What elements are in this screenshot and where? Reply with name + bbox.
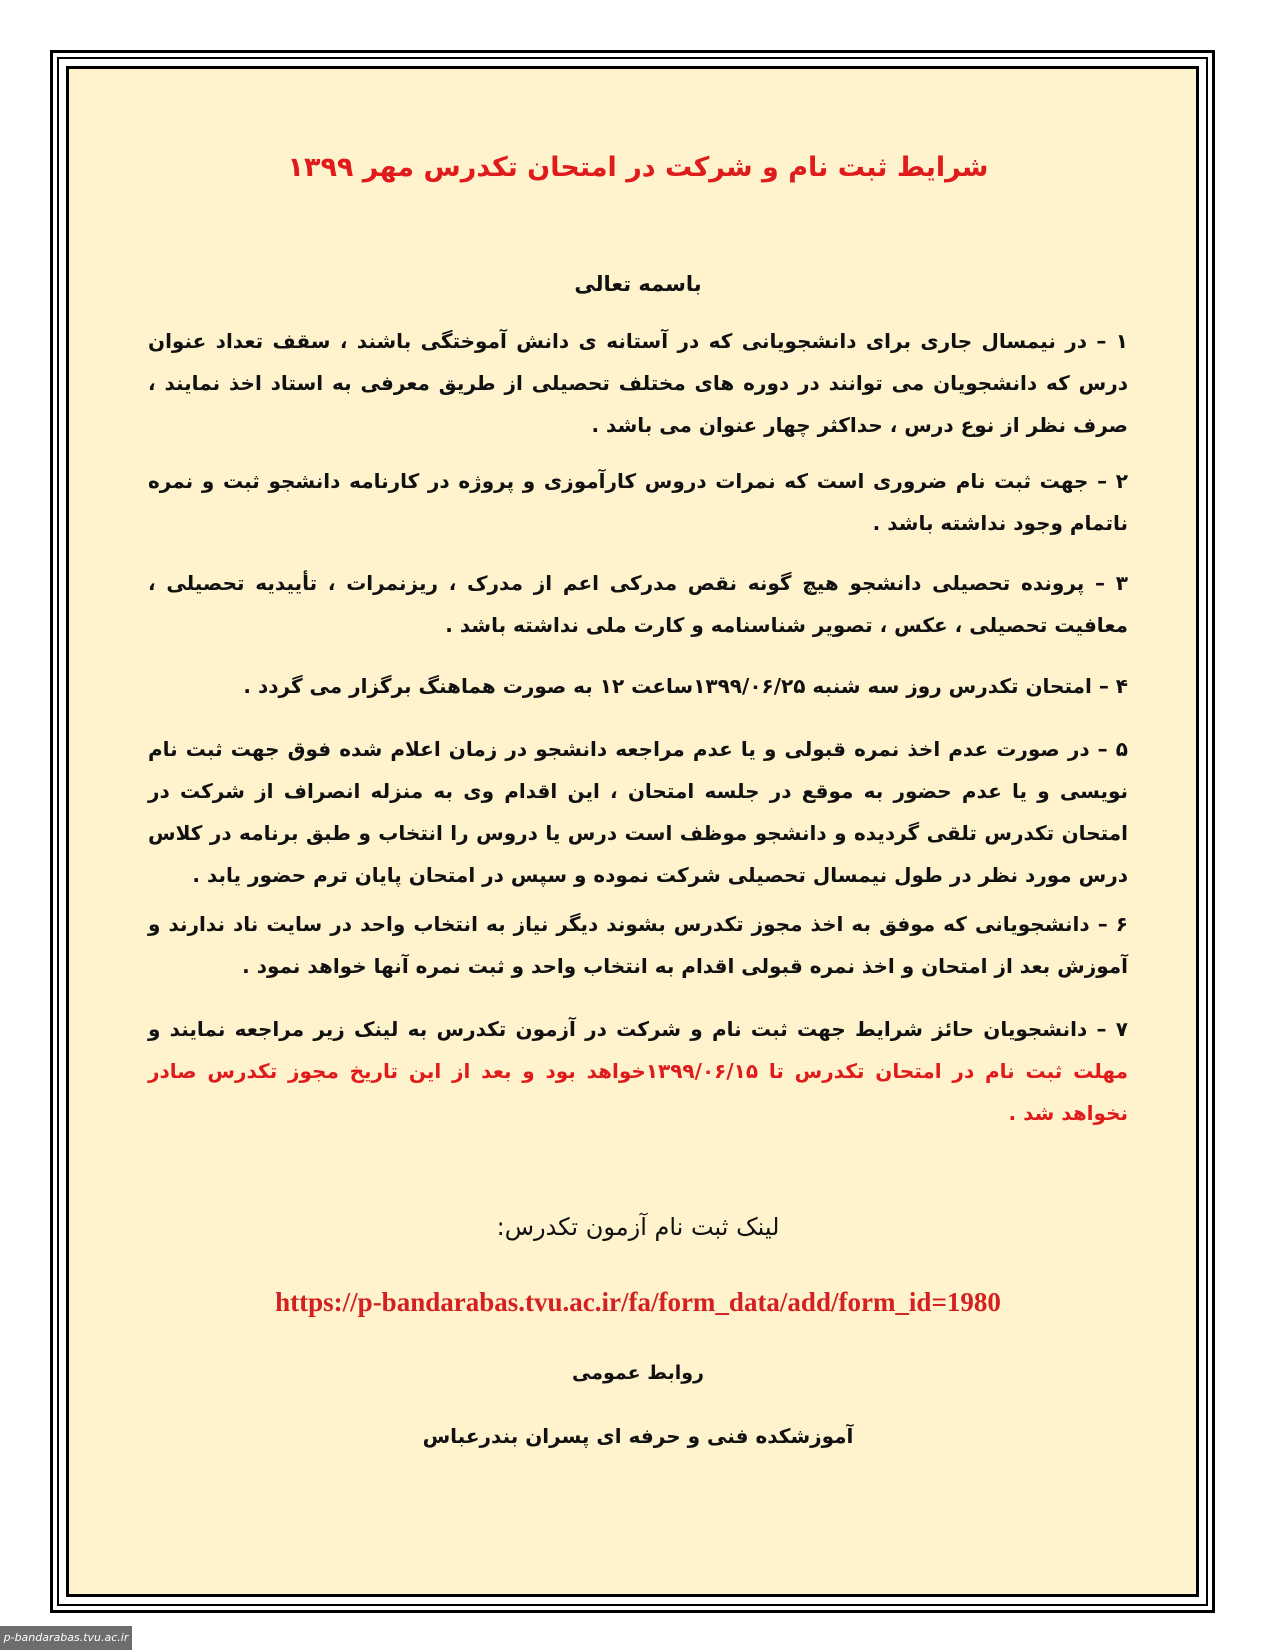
condition-item-7 [148,1008,1128,1134]
condition-item-3: ۳ – پرونده تحصیلی دانشجو هیچ گونه نقص مدرکی اعم از مدرک ، ریزنمرات ، تأییدیه تحصیلی ، معافیت تحصیلی ، عکس ، تصویر شناسنامه و کارت ملی نداشته باشد . [148,571,1128,637]
deadline-notice: مهلت ثبت نام در امتحان تکدرس تا ۱۳۹۹/۰۶/۱۵خواهد بود و بعد از این تاریخ مجوز تکدرس صادر نخواهد شد . [148,1059,1128,1125]
registration-link[interactable]: https://p-bandarabas.tvu.ac.ir/fa/form_data/add/form_id=1980 [275,1287,1001,1317]
condition-item-4: ۴ – امتحان تکدرس روز سه شنبه ۱۳۹۹/۰۶/۲۵ساعت ۱۲ به صورت هماهنگ برگزار می گردد . [243,674,1128,698]
condition-item-5: ۵ – در صورت عدم اخذ نمره قبولی و یا عدم مراجعه دانشجو در زمان اعلام شده فوق جهت ثبت نام نویسی و یا عدم حضور به موقع در جلسه امتحان ، این اقدام وی به منزله انصراف از شرکت در امتحان تکدرس تلقی گردیده و دانشجو موظف است درس یا دروس را انتخاب و طبق برنامه در کلاس درس مورد نظر در طول نیمسال تحصیلی شرکت نموده و سپس در امتحان پایان ترم حضور یابد . [148,737,1128,887]
basmala-heading: باسمه تعالی [574,272,702,296]
site-watermark: p-bandarabas.tvu.ac.ir [0,1626,132,1650]
registration-link-label: لینک ثبت نام آزمون تکدرس: [496,1213,780,1241]
condition-item-6: ۶ – دانشجویانی که موفق به اخذ مجوز تکدرس بشوند دیگر نیاز به انتخاب واحد در سایت ناد ندارند و آموزش بعد از امتحان و اخذ نمره قبولی اقدام به انتخاب واحد و ثبت نمره آنها خواهد نمود . [148,912,1128,978]
condition-item-1: ۱ – در نیمسال جاری برای دانشجویانی که در آستانه ی دانش آموختگی باشند ، سقف تعداد عنوان درس که دانشجویان می توانند در دوره های مختلف تحصیلی از طریق معرفی به استاد اخذ نمایند ، صرف نظر از نوع درس ، حداکثر چهار عنوان می باشد . [148,329,1128,437]
condition-item-2: ۲ – جهت ثبت نام ضروری است که نمرات دروس کارآموزی و پروژه در کارنامه دانشجو ثبت و نمره ناتمام وجود نداشته باشد . [148,469,1128,535]
document-title: شرایط ثبت نام و شرکت در امتحان تکدرس مهر ۱۳۹۹ [287,152,989,183]
signature-public-relations: روابط عمومی [572,1362,704,1384]
condition-item-7-text: ۷ – دانشجویان حائز شرایط جهت ثبت نام و شرکت در آزمون تکدرس به لینک زیر مراجعه نمایند و [148,1017,1128,1041]
signature-institute: آموزشکده فنی و حرفه ای پسران بندرعباس [422,1424,854,1448]
